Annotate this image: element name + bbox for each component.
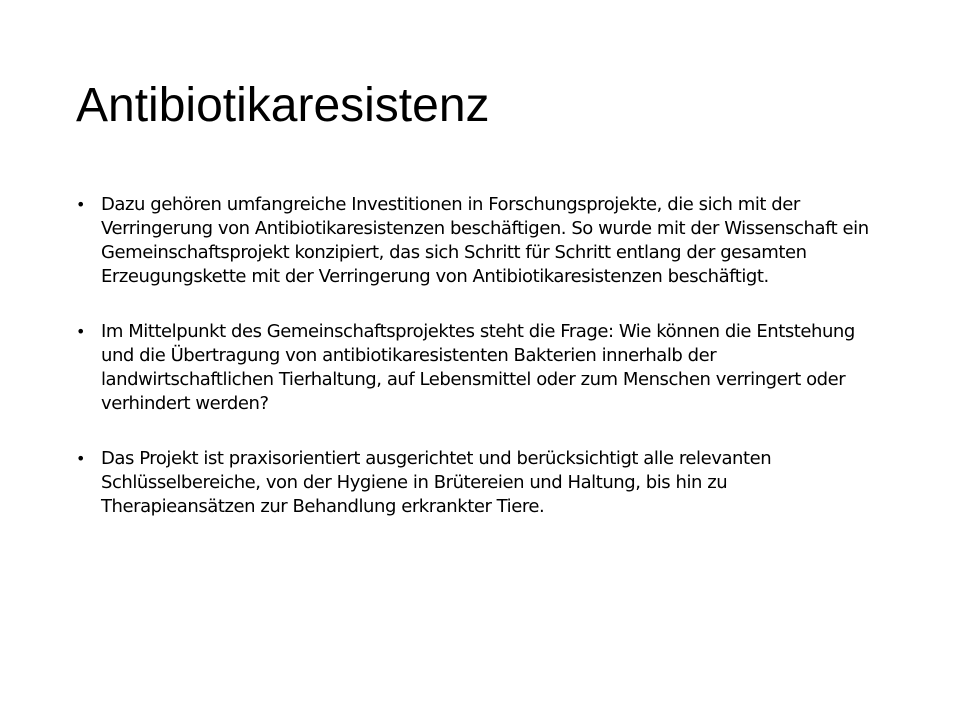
- bullet-text: Im Mittelpunkt des Gemeinschaftsprojektes steht die Frage: Wie können die Entstehung und die Übertragung von antibiotikaresistenten Bakterien innerhalb der landwirtschaftlichen Tierhaltung, auf Lebensmittel oder zum Menschen verringert oder verhindert werden?: [101, 321, 855, 414]
- bullet-dot-icon: •: [76, 449, 85, 468]
- bullet-item: [76, 193, 884, 289]
- bullet-list: [76, 193, 884, 519]
- bullet-item: [76, 447, 884, 519]
- bullet-dot-icon: •: [76, 322, 85, 341]
- bullet-item: [76, 320, 884, 416]
- bullet-text: Das Projekt ist praxisorientiert ausgerichtet und berücksichtigt alle relevanten Schlüsselbereiche, von der Hygiene in Brütereien und Haltung, bis hin zu Therapieansätzen zur Behandlung erkrankter Tiere.: [101, 448, 772, 517]
- slide-title: Antibiotikaresistenz: [76, 79, 490, 132]
- bullet-dot-icon: •: [76, 195, 85, 214]
- bullet-text: Dazu gehören umfangreiche Investitionen in Forschungsprojekte, die sich mit der Verringerung von Antibiotikaresistenzen beschäftigen. So wurde mit der Wissenschaft ein Gemeinschaftsprojekt konzipiert, das sich Schritt für Schritt entlang der gesamten Erzeugungskette mit der Verringerung von Antibiotikaresistenzen beschäftigt.: [101, 194, 869, 287]
